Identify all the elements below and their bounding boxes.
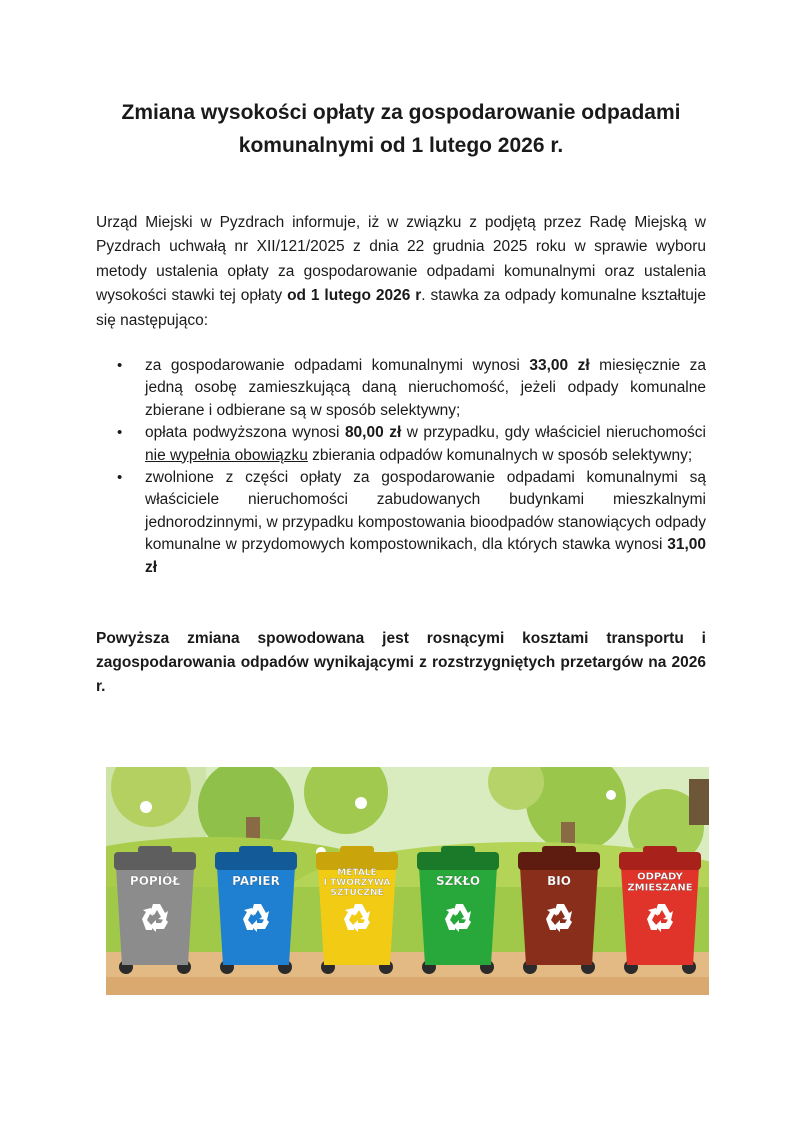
- waste-bin: [316, 846, 398, 974]
- intro-text-end: . stawka za odpady komunalne kształtuje się następująco:: [96, 287, 706, 329]
- fee-amount: 33,00 zł: [529, 357, 590, 374]
- fee-list: [96, 355, 706, 579]
- conclusion-paragraph: Powyższa zmiana spowodowana jest rosnącymi kosztami transportu i zagospodarowania odpadów wynikającymi z rozstrzygniętych przetargów na 2026 r.: [96, 630, 706, 695]
- waste-bin: [518, 846, 600, 974]
- bin-label: POPIÓŁ: [129, 874, 181, 888]
- page-title: [96, 96, 706, 162]
- bin-label: ZMIESZANE: [627, 882, 693, 894]
- list-item-text: opłata podwyższona wynosi: [145, 424, 345, 442]
- list-item-text: miesięcznie za jedną osobę zamieszkującą daną nieruchomość, jeżeli odpady komunalne zbierane i odbierane są w sposób selektywny;: [145, 357, 706, 419]
- bin-handle: [542, 846, 576, 854]
- list-item-increased-fee: [96, 422, 706, 467]
- bin-label: SZTUCZNE: [330, 888, 384, 898]
- underlined-text: nie wypełnia obowiązku: [145, 446, 308, 464]
- bin-handle: [138, 846, 172, 854]
- bin-lid: [417, 852, 499, 870]
- bin-label: PAPIER: [232, 874, 280, 888]
- bin-lid: [518, 852, 600, 870]
- bin-lid: [619, 852, 701, 870]
- bin-label: BIO: [547, 874, 571, 888]
- intro-paragraph: [96, 211, 706, 333]
- bin-handle: [340, 846, 374, 854]
- bin-label: SZKŁO: [435, 874, 481, 888]
- bin-label: ODPADY: [637, 871, 683, 883]
- list-item-standard-fee: [96, 355, 706, 422]
- list-item-text: zwolnione z części opłaty za gospodarowanie odpadami komunalnymi są właściciele nieruchomości zabudowanych budynkami mieszkalnymi jednorodzinnymi, w przypadku kompostowania bioodpadów stanowiących odpady komunalne w przydomowych kompostownikach, dla których stawka wynosi: [145, 469, 706, 554]
- waste-bin: [619, 846, 701, 974]
- waste-bin: [417, 846, 499, 974]
- effective-date: od 1 lutego 2026 r: [287, 287, 422, 305]
- intro-text: Urząd Miejski w Pyzdrach informuje, iż w związku z podjętą przez Radę Miejską w Pyzdrach uchwałą nr XII/121/2025 z dnia 22 grudnia 2025 roku w sprawie wyboru metody ustalenia opłaty za gospodarowanie odpadami komunalnymi oraz ustalenia wysokości stawki tej opłaty: [96, 214, 706, 305]
- title-line-1: Zmiana wysokości opłaty za gospodarowanie odpadami: [121, 101, 681, 124]
- bin-handle: [239, 846, 273, 854]
- waste-bins-illustration: [106, 767, 709, 995]
- title-line-2: komunalnymi od 1 lutego 2026 r.: [238, 134, 564, 157]
- fee-amount: 31,00 zł: [145, 536, 706, 576]
- bin-lid: [215, 852, 297, 870]
- waste-bin: [215, 846, 297, 974]
- list-item-compost-fee: [96, 467, 706, 579]
- bin-label: METALE: [337, 868, 377, 878]
- waste-bin: [114, 846, 196, 974]
- bin-handle: [441, 846, 475, 854]
- fee-amount: 80,00 zł: [344, 424, 402, 442]
- bin-lid: [114, 852, 196, 870]
- bin-handle: [643, 846, 677, 854]
- list-item-text: za gospodarowanie odpadami komunalnymi wynosi: [145, 357, 530, 374]
- bins-scene: [106, 767, 709, 995]
- list-item-text: zbierania odpadów komunalnych w sposób selektywny;: [307, 446, 693, 464]
- bin-label: I TWORZYWA: [323, 878, 391, 888]
- list-item-text: w przypadku, gdy właściciel nieruchomości: [401, 424, 706, 442]
